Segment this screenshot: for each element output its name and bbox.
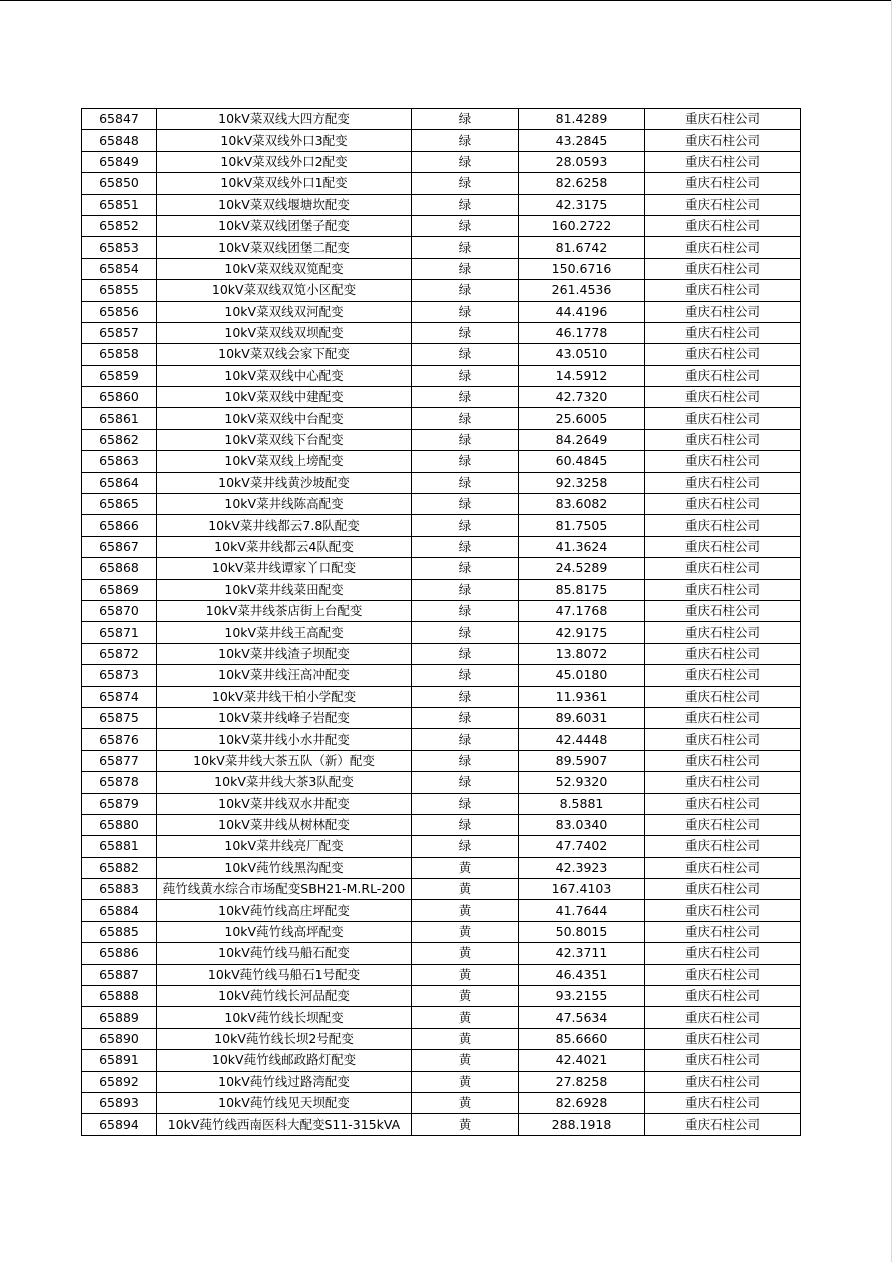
cell-id: 65865	[82, 494, 157, 515]
cell-value: 41.7644	[519, 900, 645, 921]
cell-company: 重庆石柱公司	[645, 558, 801, 579]
table-row	[82, 686, 801, 707]
cell-color: 绿	[412, 772, 519, 793]
cell-value: 167.4103	[519, 879, 645, 900]
table-row	[82, 1071, 801, 1092]
cell-color: 绿	[412, 750, 519, 771]
cell-id: 65892	[82, 1071, 157, 1092]
cell-company: 重庆石柱公司	[645, 879, 801, 900]
cell-company: 重庆石柱公司	[645, 707, 801, 728]
cell-company: 重庆石柱公司	[645, 1114, 801, 1135]
cell-id: 65854	[82, 258, 157, 279]
cell-id: 65871	[82, 622, 157, 643]
cell-name: 10kV莼竹线黑沟配变	[157, 857, 412, 878]
cell-color: 黄	[412, 857, 519, 878]
cell-color: 黄	[412, 900, 519, 921]
table-row	[82, 943, 801, 964]
cell-company: 重庆石柱公司	[645, 686, 801, 707]
cell-name: 莼竹线黄水综合市场配变SBH21-M.RL-200	[157, 879, 412, 900]
cell-value: 150.6716	[519, 258, 645, 279]
cell-color: 绿	[412, 622, 519, 643]
table-row	[82, 986, 801, 1007]
cell-name: 10kV莼竹线西南医科大配变S11-315kVA	[157, 1114, 412, 1135]
cell-company: 重庆石柱公司	[645, 943, 801, 964]
cell-id: 65858	[82, 344, 157, 365]
cell-name: 10kV菜双线大四方配变	[157, 109, 412, 130]
table-row	[82, 600, 801, 621]
cell-name: 10kV莼竹线过路湾配变	[157, 1071, 412, 1092]
table-row	[82, 750, 801, 771]
cell-value: 288.1918	[519, 1114, 645, 1135]
cell-name: 10kV菜双线上塝配变	[157, 451, 412, 472]
table-row	[82, 215, 801, 236]
cell-company: 重庆石柱公司	[645, 408, 801, 429]
cell-id: 65850	[82, 173, 157, 194]
cell-name: 10kV莼竹线长河品配变	[157, 986, 412, 1007]
cell-id: 65885	[82, 921, 157, 942]
cell-id: 65867	[82, 536, 157, 557]
cell-id: 65853	[82, 237, 157, 258]
cell-color: 绿	[412, 109, 519, 130]
cell-company: 重庆石柱公司	[645, 665, 801, 686]
table-row	[82, 665, 801, 686]
cell-company: 重庆石柱公司	[645, 301, 801, 322]
cell-value: 42.3175	[519, 194, 645, 215]
table-row	[82, 365, 801, 386]
cell-value: 89.6031	[519, 707, 645, 728]
cell-company: 重庆石柱公司	[645, 772, 801, 793]
table-row	[82, 793, 801, 814]
cell-value: 41.3624	[519, 536, 645, 557]
table-row	[82, 707, 801, 728]
cell-color: 黄	[412, 1050, 519, 1071]
cell-id: 65894	[82, 1114, 157, 1135]
cell-color: 绿	[412, 194, 519, 215]
cell-company: 重庆石柱公司	[645, 215, 801, 236]
cell-color: 绿	[412, 686, 519, 707]
cell-color: 绿	[412, 258, 519, 279]
cell-id: 65891	[82, 1050, 157, 1071]
cell-value: 160.2722	[519, 215, 645, 236]
cell-company: 重庆石柱公司	[645, 579, 801, 600]
cell-name: 10kV莼竹线马船石配变	[157, 943, 412, 964]
table-row	[82, 857, 801, 878]
cell-color: 绿	[412, 729, 519, 750]
cell-name: 10kV菜双线团堡二配变	[157, 237, 412, 258]
cell-company: 重庆石柱公司	[645, 964, 801, 985]
cell-id: 65879	[82, 793, 157, 814]
cell-company: 重庆石柱公司	[645, 857, 801, 878]
cell-id: 65886	[82, 943, 157, 964]
cell-company: 重庆石柱公司	[645, 814, 801, 835]
cell-company: 重庆石柱公司	[645, 387, 801, 408]
cell-color: 绿	[412, 494, 519, 515]
cell-value: 261.4536	[519, 280, 645, 301]
table-row	[82, 451, 801, 472]
cell-id: 65859	[82, 365, 157, 386]
cell-name: 10kV菜井线陈高配变	[157, 494, 412, 515]
cell-color: 绿	[412, 237, 519, 258]
cell-id: 65857	[82, 322, 157, 343]
cell-id: 65866	[82, 515, 157, 536]
cell-id: 65883	[82, 879, 157, 900]
cell-name: 10kV菜井线王高配变	[157, 622, 412, 643]
cell-company: 重庆石柱公司	[645, 451, 801, 472]
cell-value: 81.6742	[519, 237, 645, 258]
cell-id: 65862	[82, 429, 157, 450]
table-row	[82, 237, 801, 258]
cell-name: 10kV菜双线双坝配变	[157, 322, 412, 343]
cell-color: 绿	[412, 365, 519, 386]
cell-value: 44.4196	[519, 301, 645, 322]
cell-name: 10kV菜双线双笕配变	[157, 258, 412, 279]
cell-company: 重庆石柱公司	[645, 344, 801, 365]
cell-value: 92.3258	[519, 472, 645, 493]
cell-color: 绿	[412, 836, 519, 857]
cell-color: 绿	[412, 215, 519, 236]
cell-company: 重庆石柱公司	[645, 472, 801, 493]
cell-id: 65869	[82, 579, 157, 600]
cell-name: 10kV菜井线亮厂配变	[157, 836, 412, 857]
cell-name: 10kV菜井线双水井配变	[157, 793, 412, 814]
cell-id: 65875	[82, 707, 157, 728]
cell-color: 绿	[412, 558, 519, 579]
table-row	[82, 258, 801, 279]
table-row	[82, 814, 801, 835]
cell-id: 65893	[82, 1092, 157, 1113]
table-row	[82, 1114, 801, 1135]
cell-value: 52.9320	[519, 772, 645, 793]
cell-name: 10kV菜井线干柏小学配变	[157, 686, 412, 707]
cell-id: 65868	[82, 558, 157, 579]
cell-id: 65861	[82, 408, 157, 429]
cell-color: 黄	[412, 1007, 519, 1028]
cell-value: 13.8072	[519, 643, 645, 664]
cell-color: 黄	[412, 1092, 519, 1113]
cell-company: 重庆石柱公司	[645, 494, 801, 515]
cell-color: 绿	[412, 344, 519, 365]
table-row	[82, 643, 801, 664]
table-row	[82, 280, 801, 301]
table-row	[82, 322, 801, 343]
cell-name: 10kV菜双线外口3配变	[157, 130, 412, 151]
table-row	[82, 387, 801, 408]
table-row	[82, 558, 801, 579]
cell-id: 65882	[82, 857, 157, 878]
cell-name: 10kV莼竹线高庄坪配变	[157, 900, 412, 921]
cell-company: 重庆石柱公司	[645, 622, 801, 643]
cell-company: 重庆石柱公司	[645, 151, 801, 172]
table-row	[82, 515, 801, 536]
cell-value: 27.8258	[519, 1071, 645, 1092]
cell-value: 82.6258	[519, 173, 645, 194]
cell-name: 10kV菜井线黄沙坡配变	[157, 472, 412, 493]
cell-id: 65856	[82, 301, 157, 322]
table-row	[82, 879, 801, 900]
cell-value: 89.5907	[519, 750, 645, 771]
cell-name: 10kV菜井线大茶3队配变	[157, 772, 412, 793]
cell-value: 46.1778	[519, 322, 645, 343]
cell-value: 85.6660	[519, 1028, 645, 1049]
cell-company: 重庆石柱公司	[645, 921, 801, 942]
cell-id: 65849	[82, 151, 157, 172]
cell-value: 93.2155	[519, 986, 645, 1007]
cell-name: 10kV菜双线外口1配变	[157, 173, 412, 194]
cell-color: 绿	[412, 130, 519, 151]
cell-company: 重庆石柱公司	[645, 1092, 801, 1113]
cell-id: 65873	[82, 665, 157, 686]
cell-value: 85.8175	[519, 579, 645, 600]
cell-company: 重庆石柱公司	[645, 173, 801, 194]
table-row	[82, 109, 801, 130]
cell-value: 8.5881	[519, 793, 645, 814]
cell-value: 60.4845	[519, 451, 645, 472]
cell-color: 黄	[412, 1071, 519, 1092]
cell-value: 25.6005	[519, 408, 645, 429]
cell-color: 绿	[412, 387, 519, 408]
cell-color: 黄	[412, 986, 519, 1007]
cell-company: 重庆石柱公司	[645, 1071, 801, 1092]
cell-value: 83.6082	[519, 494, 645, 515]
table-row	[82, 494, 801, 515]
cell-name: 10kV菜双线双河配变	[157, 301, 412, 322]
cell-company: 重庆石柱公司	[645, 365, 801, 386]
cell-id: 65852	[82, 215, 157, 236]
table-row	[82, 579, 801, 600]
table-row	[82, 1028, 801, 1049]
cell-id: 65864	[82, 472, 157, 493]
cell-id: 65877	[82, 750, 157, 771]
cell-value: 82.6928	[519, 1092, 645, 1113]
table-row	[82, 173, 801, 194]
cell-color: 黄	[412, 964, 519, 985]
cell-value: 46.4351	[519, 964, 645, 985]
table-row	[82, 729, 801, 750]
cell-color: 绿	[412, 472, 519, 493]
cell-id: 65874	[82, 686, 157, 707]
table-row	[82, 900, 801, 921]
cell-company: 重庆石柱公司	[645, 750, 801, 771]
cell-name: 10kV莼竹线马船石1号配变	[157, 964, 412, 985]
cell-color: 绿	[412, 280, 519, 301]
cell-company: 重庆石柱公司	[645, 130, 801, 151]
cell-color: 绿	[412, 814, 519, 835]
cell-company: 重庆石柱公司	[645, 836, 801, 857]
cell-name: 10kV莼竹线见天坝配变	[157, 1092, 412, 1113]
cell-id: 65878	[82, 772, 157, 793]
cell-name: 10kV菜井线渣子坝配变	[157, 643, 412, 664]
table-row	[82, 151, 801, 172]
cell-company: 重庆石柱公司	[645, 729, 801, 750]
cell-value: 50.8015	[519, 921, 645, 942]
cell-name: 10kV菜双线外口2配变	[157, 151, 412, 172]
cell-color: 黄	[412, 1028, 519, 1049]
cell-id: 65855	[82, 280, 157, 301]
cell-company: 重庆石柱公司	[645, 1050, 801, 1071]
cell-value: 24.5289	[519, 558, 645, 579]
cell-name: 10kV菜双线中建配变	[157, 387, 412, 408]
cell-color: 绿	[412, 173, 519, 194]
cell-name: 10kV菜双线团堡子配变	[157, 215, 412, 236]
cell-name: 10kV菜井线茶店街上台配变	[157, 600, 412, 621]
cell-id: 65887	[82, 964, 157, 985]
table-row	[82, 301, 801, 322]
table-row	[82, 772, 801, 793]
table-row	[82, 344, 801, 365]
table-row	[82, 921, 801, 942]
cell-company: 重庆石柱公司	[645, 986, 801, 1007]
cell-company: 重庆石柱公司	[645, 322, 801, 343]
table-row	[82, 1007, 801, 1028]
cell-name: 10kV菜井线菜田配变	[157, 579, 412, 600]
cell-value: 42.7320	[519, 387, 645, 408]
cell-company: 重庆石柱公司	[645, 536, 801, 557]
cell-name: 10kV菜双线中心配变	[157, 365, 412, 386]
cell-name: 10kV莼竹线长坝配变	[157, 1007, 412, 1028]
cell-value: 47.5634	[519, 1007, 645, 1028]
cell-value: 42.4021	[519, 1050, 645, 1071]
cell-name: 10kV菜双线中台配变	[157, 408, 412, 429]
cell-name: 10kV菜双线堰塘坎配变	[157, 194, 412, 215]
cell-value: 84.2649	[519, 429, 645, 450]
cell-id: 65890	[82, 1028, 157, 1049]
cell-company: 重庆石柱公司	[645, 429, 801, 450]
cell-name: 10kV菜井线都云7.8队配变	[157, 515, 412, 536]
table-row	[82, 622, 801, 643]
cell-company: 重庆石柱公司	[645, 237, 801, 258]
cell-color: 绿	[412, 301, 519, 322]
cell-name: 10kV菜双线下台配变	[157, 429, 412, 450]
table-row	[82, 429, 801, 450]
cell-value: 42.3923	[519, 857, 645, 878]
cell-company: 重庆石柱公司	[645, 793, 801, 814]
cell-name: 10kV菜井线大茶五队（新）配变	[157, 750, 412, 771]
cell-color: 绿	[412, 536, 519, 557]
cell-name: 10kV莼竹线长坝2号配变	[157, 1028, 412, 1049]
cell-company: 重庆石柱公司	[645, 515, 801, 536]
cell-company: 重庆石柱公司	[645, 109, 801, 130]
cell-color: 绿	[412, 579, 519, 600]
cell-value: 83.0340	[519, 814, 645, 835]
cell-name: 10kV菜井线谭家丫口配变	[157, 558, 412, 579]
cell-color: 绿	[412, 322, 519, 343]
cell-value: 42.4448	[519, 729, 645, 750]
cell-color: 黄	[412, 1114, 519, 1135]
cell-color: 绿	[412, 515, 519, 536]
table-row	[82, 130, 801, 151]
cell-company: 重庆石柱公司	[645, 1028, 801, 1049]
cell-value: 28.0593	[519, 151, 645, 172]
cell-color: 绿	[412, 429, 519, 450]
table-row	[82, 964, 801, 985]
cell-name: 10kV菜双线双笕小区配变	[157, 280, 412, 301]
cell-name: 10kV菜井线峰子岩配变	[157, 707, 412, 728]
cell-id: 65847	[82, 109, 157, 130]
cell-value: 42.3711	[519, 943, 645, 964]
cell-color: 绿	[412, 600, 519, 621]
cell-company: 重庆石柱公司	[645, 643, 801, 664]
cell-value: 47.1768	[519, 600, 645, 621]
cell-id: 65880	[82, 814, 157, 835]
cell-id: 65881	[82, 836, 157, 857]
cell-name: 10kV菜双线会家下配变	[157, 344, 412, 365]
cell-name: 10kV菜井线都云4队配变	[157, 536, 412, 557]
table-row	[82, 408, 801, 429]
cell-company: 重庆石柱公司	[645, 194, 801, 215]
cell-company: 重庆石柱公司	[645, 900, 801, 921]
cell-name: 10kV莼竹线邮政路灯配变	[157, 1050, 412, 1071]
cell-name: 10kV莼竹线高坪配变	[157, 921, 412, 942]
cell-color: 黄	[412, 921, 519, 942]
cell-value: 42.9175	[519, 622, 645, 643]
table-body	[82, 109, 801, 1136]
cell-name: 10kV菜井线汪高冲配变	[157, 665, 412, 686]
page-top-border	[0, 0, 892, 1]
cell-id: 65870	[82, 600, 157, 621]
table-row	[82, 194, 801, 215]
cell-id: 65851	[82, 194, 157, 215]
cell-id: 65888	[82, 986, 157, 1007]
cell-value: 43.0510	[519, 344, 645, 365]
cell-color: 绿	[412, 451, 519, 472]
cell-id: 65872	[82, 643, 157, 664]
transformer-table	[81, 108, 801, 1136]
cell-company: 重庆石柱公司	[645, 1007, 801, 1028]
cell-id: 65863	[82, 451, 157, 472]
table-row	[82, 1050, 801, 1071]
cell-company: 重庆石柱公司	[645, 280, 801, 301]
cell-color: 绿	[412, 408, 519, 429]
cell-company: 重庆石柱公司	[645, 600, 801, 621]
cell-color: 黄	[412, 943, 519, 964]
cell-color: 绿	[412, 793, 519, 814]
cell-id: 65889	[82, 1007, 157, 1028]
cell-value: 81.4289	[519, 109, 645, 130]
cell-color: 绿	[412, 151, 519, 172]
table-row	[82, 1092, 801, 1113]
table-row	[82, 472, 801, 493]
cell-company: 重庆石柱公司	[645, 258, 801, 279]
cell-value: 81.7505	[519, 515, 645, 536]
cell-name: 10kV菜井线从树林配变	[157, 814, 412, 835]
cell-id: 65860	[82, 387, 157, 408]
cell-color: 绿	[412, 665, 519, 686]
cell-name: 10kV菜井线小水井配变	[157, 729, 412, 750]
table-row	[82, 536, 801, 557]
cell-value: 11.9361	[519, 686, 645, 707]
cell-id: 65884	[82, 900, 157, 921]
cell-value: 14.5912	[519, 365, 645, 386]
cell-value: 43.2845	[519, 130, 645, 151]
table-row	[82, 836, 801, 857]
cell-id: 65848	[82, 130, 157, 151]
cell-value: 47.7402	[519, 836, 645, 857]
cell-id: 65876	[82, 729, 157, 750]
cell-color: 绿	[412, 643, 519, 664]
cell-color: 黄	[412, 879, 519, 900]
cell-color: 绿	[412, 707, 519, 728]
cell-value: 45.0180	[519, 665, 645, 686]
